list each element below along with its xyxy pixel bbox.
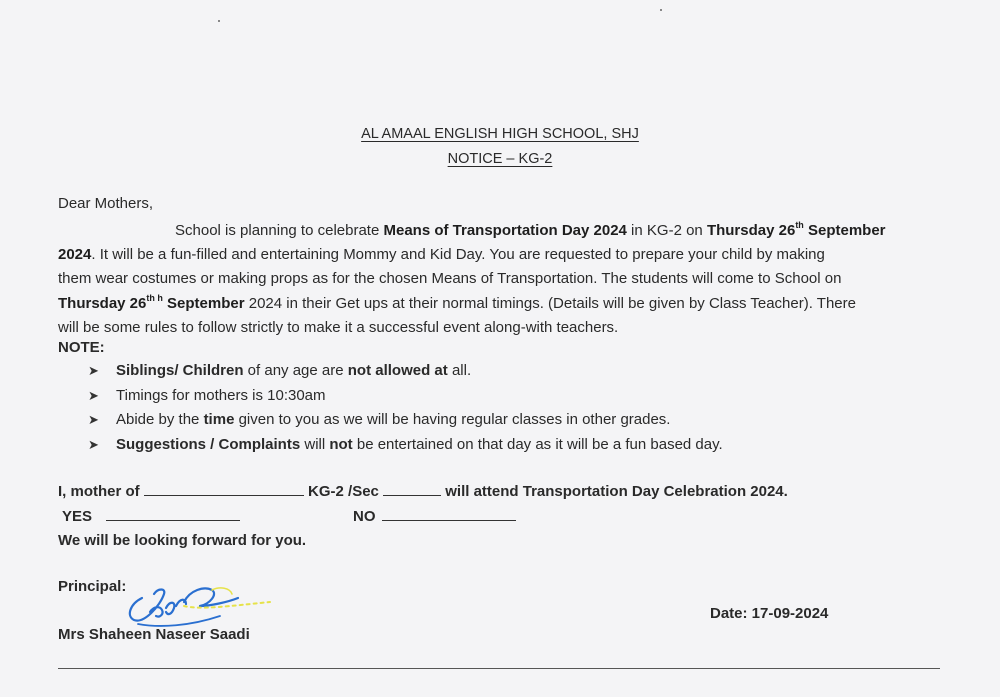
mother-label: I, mother of xyxy=(58,483,140,500)
principal-name: Mrs Shaheen Naseer Saadi xyxy=(58,626,250,643)
body-line-4 xyxy=(58,292,938,316)
body-line-2 xyxy=(58,243,938,267)
body-text: 2024 in their Get ups at their normal timings. (Details will be given by Class Teacher). There xyxy=(244,294,856,312)
note-item: ➤ Abide by the time given to you as we will be having regular classes in other grades. xyxy=(88,411,671,428)
arrowhead-bullet-icon: ➤ xyxy=(88,412,99,427)
paper-speck xyxy=(660,9,662,11)
no-label: NO xyxy=(353,508,376,525)
mother-name-blank[interactable] xyxy=(144,483,304,496)
arrowhead-bullet-icon: ➤ xyxy=(88,436,99,452)
body-line-1 xyxy=(58,219,938,243)
note-item: ➤ Suggestions / Complaints will not be entertained on that day as it will be a fun based day. xyxy=(88,435,723,453)
class-label: KG-2 /Sec xyxy=(308,483,379,500)
body-text: School is planning to celebrate xyxy=(175,222,384,239)
notice-date: Date: 17-09-2024 xyxy=(710,605,829,622)
body-line-5: will be some rules to follow strictly to make it a successful event along-with teachers. xyxy=(58,318,619,336)
section-blank[interactable] xyxy=(383,483,441,496)
closing-line: We will be looking forward for you. xyxy=(58,532,307,549)
yes-blank[interactable] xyxy=(106,508,240,521)
yes-label: YES xyxy=(62,508,93,525)
note-list xyxy=(88,362,723,460)
body-line-3: them wear costumes or making props as for the chosen Means of Transportation. The students will come to School on xyxy=(58,270,842,288)
event-date-bold: Thursday 26th September xyxy=(706,220,886,239)
notice-title-heading: NOTICE – KG-2 xyxy=(447,151,553,167)
notice-body xyxy=(58,219,938,340)
attend-text: will attend Transportation Day Celebration 2024. xyxy=(445,483,788,500)
attendance-form-line xyxy=(58,483,788,500)
body-text: in KG-2 on xyxy=(626,222,707,239)
salutation: Dear Mothers, xyxy=(58,195,154,212)
event-date-bold: Thursday $26^{th h}$ September xyxy=(58,292,245,312)
event-name: Means of Transportation Day 2024 xyxy=(383,222,627,239)
event-year: 2024 xyxy=(58,246,92,264)
note-item: ➤ Timings for mothers is 10:30am xyxy=(88,386,326,404)
school-name-heading: AL AMAAL ENGLISH HIGH SCHOOL, SHJ xyxy=(361,126,639,142)
body-text: . It will be a fun-filled and entertaining Mommy and Kid Day. You are requested to prepare your child by making xyxy=(91,246,825,264)
no-option xyxy=(353,508,516,525)
no-blank[interactable] xyxy=(382,508,516,521)
yes-option xyxy=(62,508,240,525)
arrowhead-bullet-icon: ➤ xyxy=(88,363,99,378)
note-heading: NOTE: xyxy=(58,339,105,356)
arrowhead-bullet-icon: ➤ xyxy=(88,387,99,403)
note-item: ➤ Siblings/ Children of any age are not allowed at all. xyxy=(88,362,472,379)
principal-label: Principal: xyxy=(58,578,127,595)
paper-speck xyxy=(218,20,220,22)
footer-divider xyxy=(58,668,940,669)
